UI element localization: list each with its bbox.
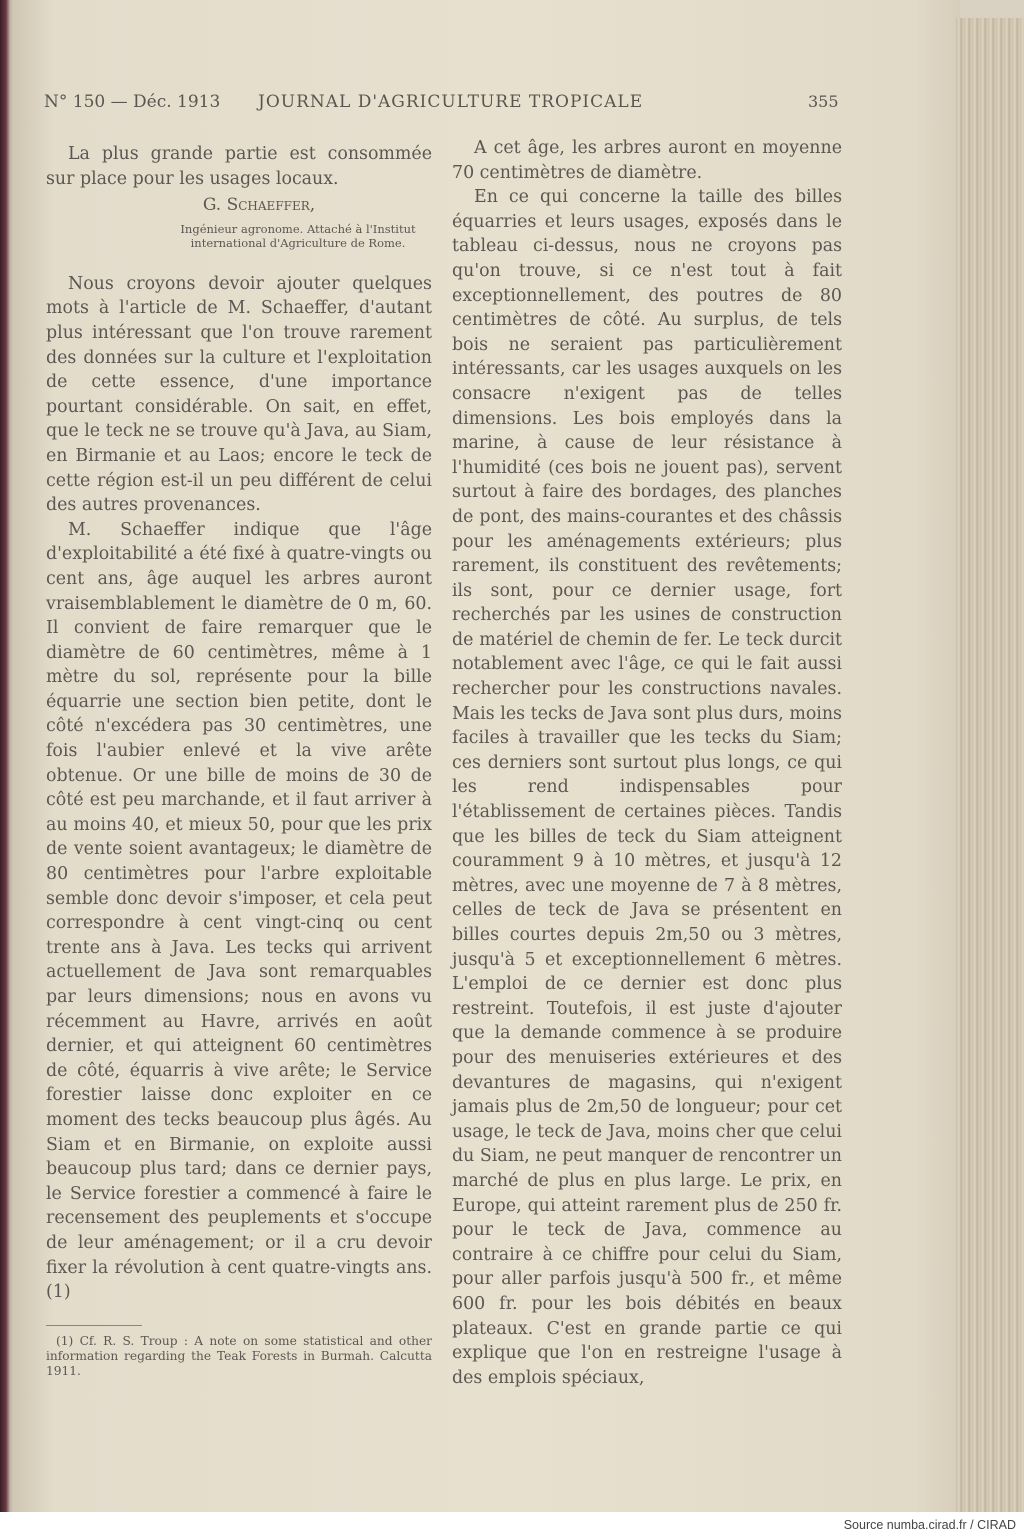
issue-label: N° 150 — Déc. 1913 <box>44 92 221 112</box>
left-paragraph-2: M. Schaeffer indique que l'âge d'exploitabilité a été fixé à quatre-vingts ou cent ans, âge auquel les arbres auront vraisemblablement le diamètre de 0 m, 60. Il convient de faire remarquer que le diamètre de 60 centimètres, même à 1 mètre du sol, représente pour la bille équarrie une section bien petite, dont le côté n'excédera pas 30 centimètres, une fois l'aubier enlevé et la vive arête obtenue. Or une bille de moins de 30 de côté est peu marchande, et il faut arriver à au moins 40, et mieux 50, pour que les prix de vente soient avantageux; le diamètre de 80 centimètres pour l'arbre exploitable semble donc devoir s'imposer, et cela peut correspondre à cent vingt-cinq ou cent trente ans à Java. Les tecks qui arrivent actuellement de Java sont remarquables par leurs dimensions; nous en avons vu récemment au Havre, arrivés en août dernier, et qui atteignent 60 centimètres de côté, équarris à vive arête; le Service forestier laisse donc exploiter en ce moment des tecks beaucoup plus âgés. Au Siam et en Birmanie, on exploite aussi beaucoup plus tard; dans ce dernier pays, le Service forestier a commencé à faire le recensement des peuplements et s'occupe de leur aménagement; or il a cru devoir fixer la révolution à cent quatre-vingts ans. (1) <box>46 519 432 1303</box>
right-paragraph-1: A cet âge, les arbres auront en moyenne 70 centimètres de diamètre. <box>452 138 842 183</box>
footnote: (1) Cf. R. S. Troup : A note on some statistical and other information regarding the Teak Forests in Burmah. Calcutta 1911. <box>46 1333 432 1378</box>
running-header <box>44 92 839 118</box>
right-column <box>452 136 842 1390</box>
intro-paragraph: La plus grande partie est consommée sur place pour les usages locaux. <box>46 144 432 189</box>
journal-title: JOURNAL D'AGRICULTURE TROPICALE <box>258 92 644 112</box>
section-gap <box>46 250 432 272</box>
book-binding <box>0 0 14 1512</box>
page-edges <box>956 18 1024 1512</box>
left-column <box>46 142 432 1379</box>
source-credit: Source numba.cirad.fr / CIRAD <box>843 1518 1016 1532</box>
page-number: 355 <box>808 92 839 111</box>
left-paragraph-1: Nous croyons devoir ajouter quelques mots à l'article de M. Schaeffer, d'autant plus intéressant que l'on trouve rarement des données sur la culture et l'exploitation de cette essence, d'une importance pourtant considérable. On sait, en effet, que le teck ne se trouve qu'à Java, au Siam, en Birmanie et au Laos; encore le teck de cette région est-il un peu différent de celui des autres provenances. <box>46 273 432 516</box>
footnote-rule <box>46 1325 142 1326</box>
right-paragraph-2: En ce qui concerne la taille des billes équarries et leurs usages, exposés dans le tableau ci-dessus, nous ne croyons pas qu'on trouve, si ce n'est tout à fait exceptionnellement, des poutres de 80 centimètres de côté. Au surplus, de tels bois ne seraient pas particulièrement intéressants, car les usages auxquels on les consacre n'exigent pas de telles dimensions. Les bois employés dans la marine, à cause de leur résistance à l'humidité (ces bois ne jouent pas), servent surtout à faire des bordages, des planches de pont, des mains-courantes et des châssis pour les aménagements extérieurs; plus rarement, ils constituent des revêtements; ils sont, pour ce dernier usage, fort recherchés par les usines de construction de matériel de chemin de fer. Le teck durcit notablement avec l'âge, ce qui le fait aussi rechercher pour les constructions navales. Mais les tecks de Java sont plus durs, moins faciles à travailler que les tecks du Siam; ces derniers sont surtout plus longs, ce qui les rend indispensables pour l'établissement de certaines pièces. Tandis que les billes de teck du Siam atteignent couramment 9 à 10 mètres, et jusqu'à 12 mètres, avec une moyenne de 7 à 8 mètres, celles de teck de Java se présentent en billes courtes depuis 2m,50 ou 3 mètres, jusqu'à 5 et exceptionnellement 6 mètres. L'emploi de ce dernier est donc plus restreint. Toutefois, il est juste d'ajouter que la demande commence à se produire pour des menuiseries extérieures et des devantures de magasins, qui n'exigent jamais plus de 2m,50 de longueur; pour cet usage, le teck de Java, moins cher que celui du Siam, ne peut manquer de rencontrer un marché de plus en plus large. Le prix, en Europe, qui atteint rarement plus de 250 fr. pour le teck de Java, commence au contraire à ce chiffre pour celui du Siam, pour aller parfois jusqu'à 500 fr., et même 600 fr. pour les bois débités en beaux plateaux. C'est en grande partie ce qui explique que l'on en restreigne l'usage à des emplois spéciaux, <box>452 187 842 1388</box>
signature-title: Ingénieur agronome. Attaché à l'Institut international d'Agriculture de Rome. <box>180 221 416 250</box>
signature-name: G. Schaeffer, <box>202 195 316 216</box>
